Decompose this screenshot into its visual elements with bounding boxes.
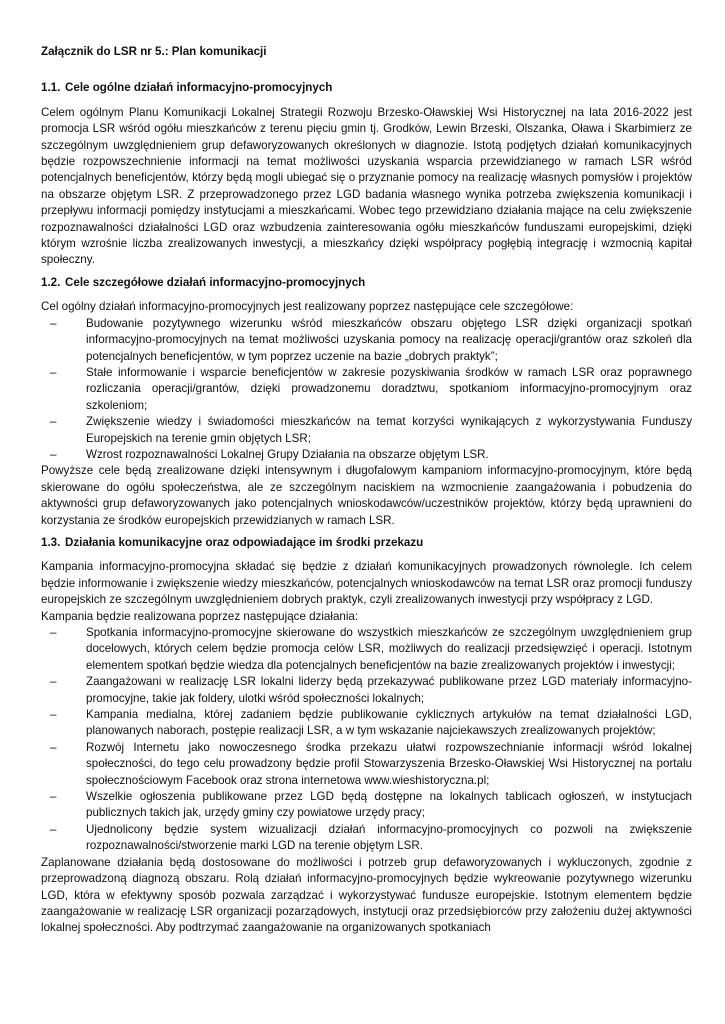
list-item: – Ujednolicony będzie system wizualizacji działań informacyjno-promocyjnych co pozwoli na zwiększenie rozpoznawalności/stworzenie marki LGD na terenie objętym LSR. — [86, 822, 692, 855]
paragraph: Celem ogólnym Planu Komunikacji Lokalnej Strategii Rozwoju Brzesko-Oławskiej Wsi Historycznej na lata 2016-2022 jest promocja LSR wśród ogółu mieszkańców z terenu pięciu gmin tj. Grodków, Lewin Brzeski, Olszanka, Oława i Skarbimierz ze szczególnym uwzględnieniem grup defaworyzowanych określonych w diagnozie. Istotą podjętych działań komunikacyjnych będzie rozpowszechnienie informacji na temat możliwości uzyskania wsparcia przewidzianego w ramach LSR wśród potencjalnych beneficjentów, którzy będą mogli ubiegać się o przyznanie pomocy na realizację własnych pomysłów i projektów na obszarze objętym LSR. Z przeprowadzonego przez LGD badania własnego wynika potrzeba zwiększenia komunikacji i przepływu informacji pomiędzy instytucjami a mieszkańcami. Wobec tego przewidziano działania mające na celu zwiększenie rozpoznawalności działalności LGD oraz wzbudzenia zainteresowania ogółu mieszkańców funduszami europejskimi, dzięki którym wzrośnie liczba zrealizowanych inwestycji, a mieszkańcy dzięki współpracy pogłębią integrację i wzmocnią kapitał społeczny. — [41, 105, 692, 267]
paragraph: Powyższe cele będą zrealizowane dzięki intensywnym i długofalowym kampaniom informacyjno-promocyjnym, które będą skierowane do ogółu społeczeństwa, ale ze szczególnym naciskiem na wzmocnienie zaangażowania i pobudzenia do aktywności grup defaworyzowanych jako potencjalnych wnioskodawców/uczestników projektów, którzy będą uprawnieni do korzystania ze środków europejskich przewidzianych w ramach LSR. — [41, 464, 692, 527]
page-title: Załącznik do LSR nr 5.: Plan komunikacji — [41, 45, 267, 58]
section-1-2 — [41, 275, 692, 529]
section-number: 1.2. — [41, 275, 61, 289]
paragraph: Kampania będzie realizowana poprzez następujące działania: — [41, 609, 359, 623]
list-item: – Spotkania informacyjno-promocyjne skierowane do wszystkich mieszkańców ze szczególnym uwzględnieniem grup docelowych, których celem będzie promocja celów LSR, możliwych do realizacji przedsięwzięć i operacji. Istotnym elementem spotkań będzie wiedza dla potencjalnych beneficjentów na bazie zrealizowanych projektów i inwestycji; — [86, 625, 692, 674]
list-item: – Kampania medialna, której zadaniem będzie publikowanie cyklicznych artykułów na temat działalności LGD, planowanych naborach, postępie realizacji LSR, a w tym wskazanie najciekawszych zrealizowanych projektów; — [86, 707, 692, 740]
section-heading — [41, 275, 692, 291]
section-title: Cele szczegółowe działań informacyjno-promocyjnych — [65, 275, 366, 289]
paragraph: Cel ogólny działań informacyjno-promocyjnych jest realizowany poprzez następujące cele szczegółowe: — [41, 300, 574, 314]
section-1-1 — [41, 80, 692, 268]
section-number: 1.1. — [41, 81, 61, 95]
section-1-3 — [41, 535, 692, 937]
dash-list — [41, 625, 692, 855]
list-item: – Stałe informowanie i wsparcie beneficjentów w zakresie pozyskiwania środków w ramach LSR oraz poprawnego rozliczania operacji/grantów, dzięki prowadzonemu doradztwu, spotkaniom informacyjno-promocyjnym oraz szkoleniom; — [86, 365, 692, 414]
section-title: Działania komunikacyjne oraz odpowiadające im środki przekazu — [65, 535, 424, 549]
list-item: – Wszelkie ogłoszenia publikowane przez LGD będą dostępne na lokalnych tablicach ogłoszeń, w instytucjach publicznych takich jak, urzędy gminy czy powiatowe urzędy pracy; — [86, 789, 692, 822]
section-title: Cele ogólne działań informacyjno-promocyjnych — [65, 81, 333, 95]
section-heading — [41, 535, 692, 551]
list-item: – Wzrost rozpoznawalności Lokalnej Grupy Działania na obszarze objętym LSR. — [86, 447, 692, 463]
dash-list — [41, 316, 692, 464]
list-item: – Zaangażowani w realizację LSR lokalni liderzy będą przekazywać publikowane przez LGD materiały informacyjno-promocyjne, takie jak foldery, ulotki wśród społeczności lokalnych; — [86, 674, 692, 707]
list-item: – Budowanie pozytywnego wizerunku wśród mieszkańców obszaru objętego LSR dzięki organizacji spotkań informacyjno-promocyjnych na temat możliwości uzyskania pomocy na realizację operacji/grantów oraz szkoleń dla potencjalnych beneficjentów, w tym poprzez uczenie na bazie „dobrych praktyk”; — [86, 316, 692, 365]
list-item: – Zwiększenie wiedzy i świadomości mieszkańców na temat korzyści wynikających z wykorzystywania Funduszy Europejskich na terenie gmin objętych LSR; — [86, 414, 692, 447]
section-heading — [41, 80, 692, 96]
paragraph: Zaplanowane działania będą dostosowane do możliwości i potrzeb grup defaworyzowanych i wykluczonych, zgodnie z przeprowadzoną diagnozą obszaru. Rolą działań informacyjno-promocyjnych będzie wykreowanie pozytywnego wizerunku LGD, która w efektywny sposób pozwala zarządzać i wykorzystywać fundusze europejskie. Istotnym elementem będzie zaangażowanie w realizację LSR organizacji pozarządowych, instytucji oraz przedsiębiorców przy założeniu dużej aktywności lokalnej społeczności. Aby podtrzymać zaangażowanie na organizowanych spotkaniach — [41, 855, 692, 935]
paragraph: Kampania informacyjno-promocyjna składać się będzie z działań komunikacyjnych prowadzonych równolegle. Ich celem będzie informowanie i zwiększenie wiedzy mieszkańców, potencjalnych wnioskodawców na temat LSR oraz promocji funduszy europejskich ze szczególnym uwzględnieniem dobrych praktyk, czyli zrealizowanych inwestycji przy współpracy z LGD. — [41, 560, 692, 607]
section-number: 1.3. — [41, 535, 61, 549]
list-item: – Rozwój Internetu jako nowoczesnego środka przekazu ułatwi rozpowszechnianie informacji wśród lokalnej społeczności, do tego celu prowadzony będzie profil Stowarzyszenia Brzesko-Oławskiej Wsi Historycznej na portalu społecznościowym Facebook oraz strona internetowa www.wieshistoryczna.pl; — [86, 740, 692, 789]
